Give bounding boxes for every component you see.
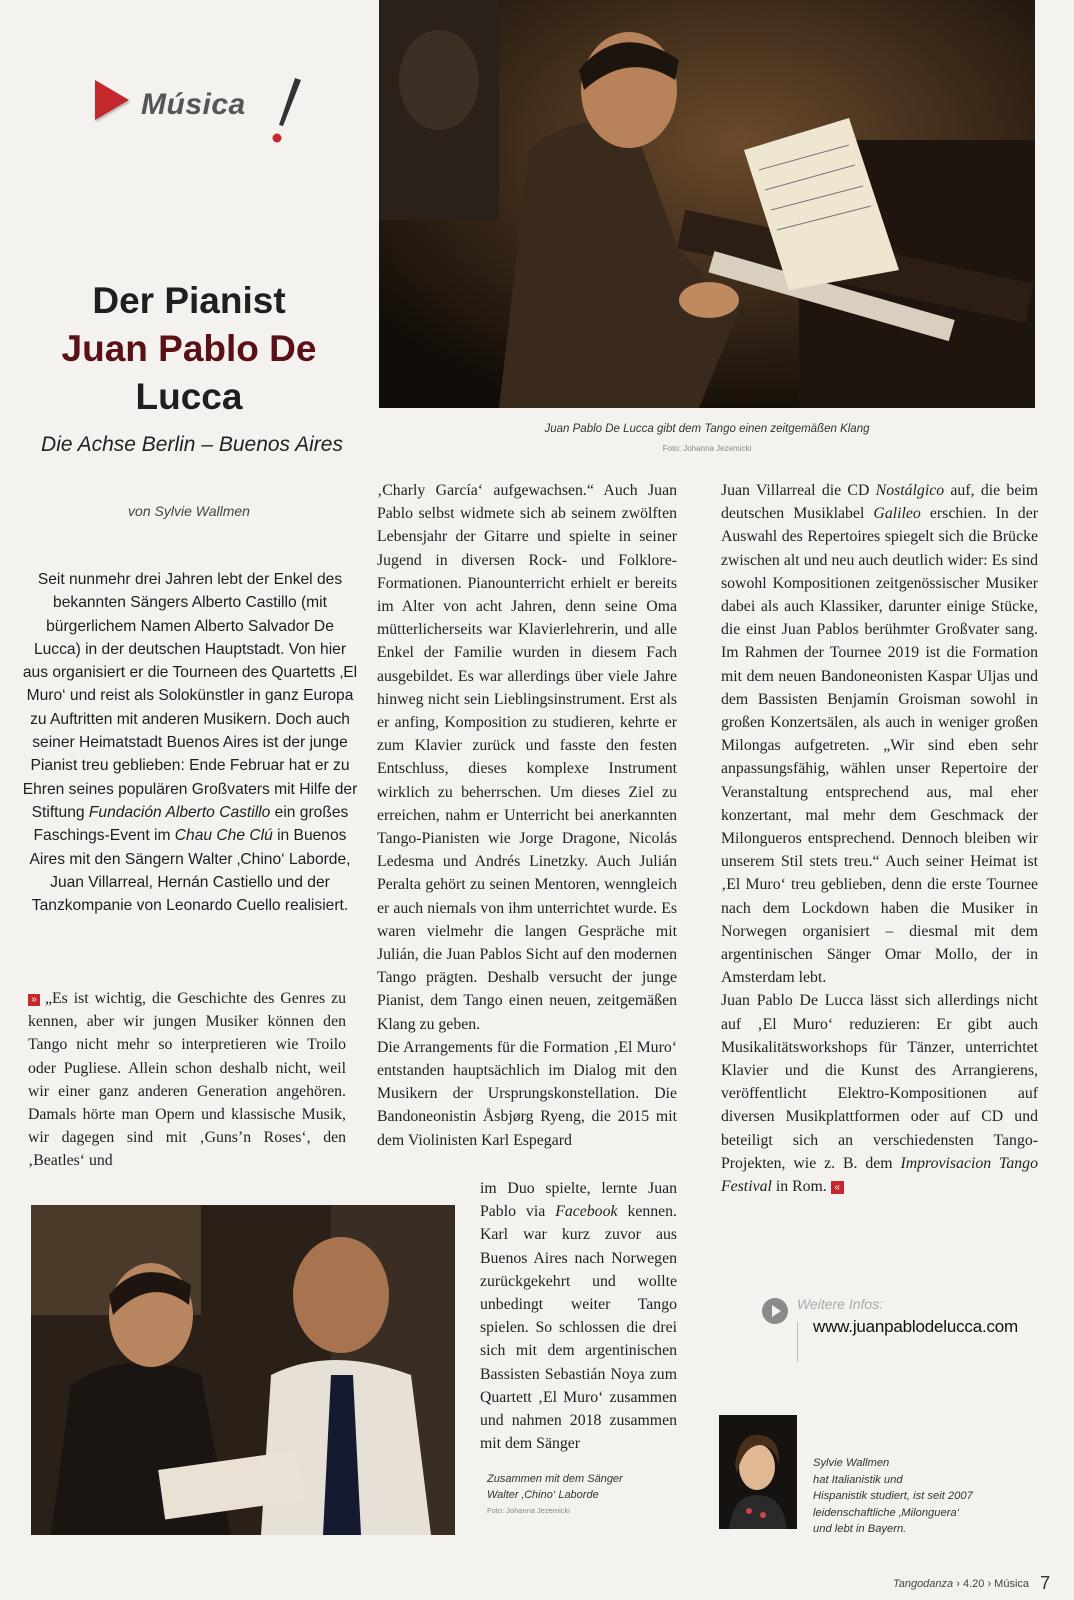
intro-paragraph — [22, 568, 358, 917]
author-photo — [719, 1415, 797, 1529]
musicians-photo — [31, 1205, 455, 1535]
column2-paragraph-1: ‚Charly García‘ aufgewachsen.“ Auch Juan Pablo selbst widmete sich ab seinem zwölften Lebensjahr der Gitarre und spielte in seiner Jugend in diversen Rock- und Folklore-Formationen. Pianounterricht erhielt er bereits im Alter von acht Jahren, denn seine Oma mütterlicherseits war Klavierlehrerin, und alle Enkel der Familie wurden in diesem Fach ausgebildet. Es war allerdings über viele Jahre hinweg nicht sein Lieblingsinstrument. Erst als er anfing, Komposition zu studieren, kehrte er zum Klavier zurück und fasste den festen Entschluss, dieses komplexe Instrument wirklich zu beherrschen. Um dieses Ziel zu erreichen, nahm er Unterricht bei anerkannten Tango-Pianisten wie Jorge Dragone, Nicolás Ledesma und Andrés Linetzky. Auch Julián Peralta gehört zu seinen Mentoren, wenngleich er auch niemals von ihm unterrichtet wurde. Es waren vielmehr die langen Gespräche mit Julián, die Juan Pablos Sicht auf den modernen Tango prägten. Deshalb versucht der junge Pianist, dem Tango einen neuen, zeitgemäßen Klang zu geben. — [377, 482, 677, 1033]
body-column-2 — [377, 479, 677, 1152]
intro-venue: Chau Che Clú — [174, 827, 273, 845]
festival-name: Improvisacion Tango Festival — [721, 1154, 1038, 1196]
play-circle-icon — [761, 1297, 789, 1325]
intro-foundation: Fundación Alberto Castillo — [88, 803, 271, 821]
body-column-2-continued — [480, 1177, 677, 1455]
column3-text-d: Juan Pablo De Lucca lässt sich allerdings nicht auf ‚El Muro‘ reduzieren: Er gibt auch Musikalitätsworkshops für Tänzer, unterrichtet Klavier und die Kunst des Arrangierens, veröffentlicht Elektro-Kompositionen auf diversen Musikplattformen oder auf CD und beteiligt sich an verschiedensten Tango-Projekten, wie z. B. dem — [721, 992, 1038, 1172]
exclamation-icon — [265, 76, 305, 148]
column3-text-a: Juan Villarreal die CD — [721, 482, 876, 499]
author-bio-line-2: hat Italianistik und — [813, 1473, 903, 1486]
body-column-1 — [28, 987, 346, 1173]
byline: von Sylvie Wallmen — [128, 503, 250, 519]
pianist-photo — [379, 0, 1035, 408]
bottom-photo-caption — [487, 1471, 687, 1503]
bottom-photo-credit: Foto: Johanna Jezemicki — [487, 1506, 570, 1515]
top-photo-caption: Juan Pablo De Lucca gibt dem Tango einen zeitgemäßen Klang — [544, 423, 870, 435]
column2-facebook: Facebook — [555, 1203, 618, 1221]
website-link[interactable]: www.juanpablodelucca.com — [813, 1317, 1018, 1336]
info-label: Weitere Infos: — [797, 1296, 884, 1312]
page-number: 7 — [1040, 1573, 1051, 1593]
info-divider — [797, 1322, 798, 1362]
page-footer: Tangodanza › 4.20 › Música 7 — [893, 1573, 1051, 1593]
body-column-3 — [721, 479, 1038, 1198]
start-marker-icon: » — [28, 994, 40, 1006]
end-marker-icon: « — [831, 1181, 844, 1194]
column3-text-b: auf, die beim deutschen Musiklabel — [721, 482, 1039, 523]
author-bio-line-1: Sylvie Wallmen — [813, 1457, 890, 1469]
column2-text-b: kennen. Karl war kurz zuvor aus Buenos Aires nach Norwegen zurückgekehrt und wollte unbedingt weiter Tango spielen. So schlossen die drei sich mit dem argentinischen Bassisten Sebastián Noya zum Quartett ‚El Muro‘ zusammen und nahmen 2018 zusammen mit dem Sänger — [480, 1203, 678, 1453]
article-subtitle: Die Achse Berlin – Buenos Aires — [41, 433, 343, 456]
column1-text: „Es ist wichtig, die Geschichte des Genres zu kennen, aber wir jungen Musiker können den Tango nicht mehr so interpretieren wie Troilo oder Pugliese. Allein schon deshalb nicht, weil wir einer ganz anderen Generation angehören. Damals hörte man Opern und klassische Musik, wir dagegen sind mit ‚Guns’n Roses‘, den ‚Beatles‘ und — [28, 990, 346, 1170]
top-photo-credit: Foto: Johanna Jezemicki — [662, 444, 752, 453]
intro-text-2: ein großes Faschings-Event im — [33, 803, 349, 845]
cd-title: Nostálgico — [875, 482, 945, 499]
author-bio — [813, 1455, 1033, 1538]
title-line-3: Lucca — [135, 376, 243, 417]
column2-paragraph-2: Die Arrangements für die Formation ‚El Muro‘ entstanden hauptsächlich im Dialog mit den Musikern der Ursprungskonstellation. Die Bandoneonistin Åsbjørg Ryeng, die 2015 mit dem Violinisten Karl Espegard — [377, 1038, 677, 1149]
author-bio-line-5: und lebt in Bayern. — [813, 1523, 907, 1535]
intro-text-3: in Buenos Aires mit den Sängern Walter ‚Chino‘ Laborde, Juan Villarreal, Hernán Castiello und der Tanzkompanie von Leonardo Cuello realisiert. — [29, 827, 351, 915]
issue-number: 4.20 — [962, 1578, 985, 1590]
music-label: Galileo — [873, 505, 921, 523]
bottom-caption-line-1: Zusammen mit dem Sänger — [487, 1473, 623, 1485]
author-bio-line-3: Hispanistik studiert, ist seit 2007 — [813, 1490, 973, 1502]
bottom-caption-line-2: Walter ‚Chino‘ Laborde — [487, 1489, 599, 1501]
play-triangle-icon — [95, 80, 129, 120]
footer-section: Música — [994, 1578, 1030, 1590]
column2-text-a: im Duo spielte, lernte Juan Pablo via — [480, 1180, 677, 1221]
column3-text-c: erschien. In der Auswahl des Repertoires spiegelt sich die Brücke zwischen alt und neu auch deutlich wider: Es sind sowohl Kompositionen zeitgenössischer Musiker dabei als auch Klassiker, darunter einige Stücke, die einst Juan Pablos berühmter Großvater sang. Im Rahmen der Tournee 2019 ist die Formation mit dem neuen Bandoneonisten Kaspar Uljas und dem Bassisten Benjamín Groisman sowohl in großen Konzertsälen, als auch in weniger großen Milongas aufgetreten. „Wir sind eben sehr anpassungsfähig, wählen unser Repertoire der Veranstaltung entsprechend aus, mal eher konzertant, mal mehr dem Geschmack der Milongueros entsprechend. Dennoch bleiben wir unserem Stil stets treu.“ Auch seiner Heimat ist ‚El Muro‘ treu geblieben, denn die erste Tournee nach dem Lockdown haben die Musiker in Norwegen organisiert – diesmal mit dem argentinischen Sänger Omar Mollo, der in Amsterdam lebt. — [721, 505, 1038, 987]
author-bio-line-4: leidenschaftliche ‚Milonguera‘ — [813, 1506, 960, 1519]
column3-text-e: in Rom. — [771, 1178, 827, 1196]
section-label: Música — [141, 88, 246, 121]
article-title — [30, 277, 348, 421]
title-line-1: Der Pianist — [92, 280, 286, 321]
intro-text-1: Seit nunmehr drei Jahren lebt der Enkel des bekannten Sängers Alberto Castillo (mit bürgerlichem Namen Alberto Salvador De Lucca) in der deutschen Hauptstadt. Von hier aus organisiert er die Tourneen des Quartetts ‚El Muro‘ und reist als Solokünstler in ganz Europa zu Auftritten mit anderen Musikern. Doch auch seiner Heimatstadt Buenos Aires ist der junge Pianist treu geblieben: Ende Februar hat er zu Ehren seines populären Großvaters mit Hilfe der Stiftung — [22, 571, 358, 821]
magazine-name: Tangodanza — [893, 1578, 954, 1590]
title-line-2: Juan Pablo De — [61, 328, 317, 369]
section-header — [95, 76, 335, 156]
